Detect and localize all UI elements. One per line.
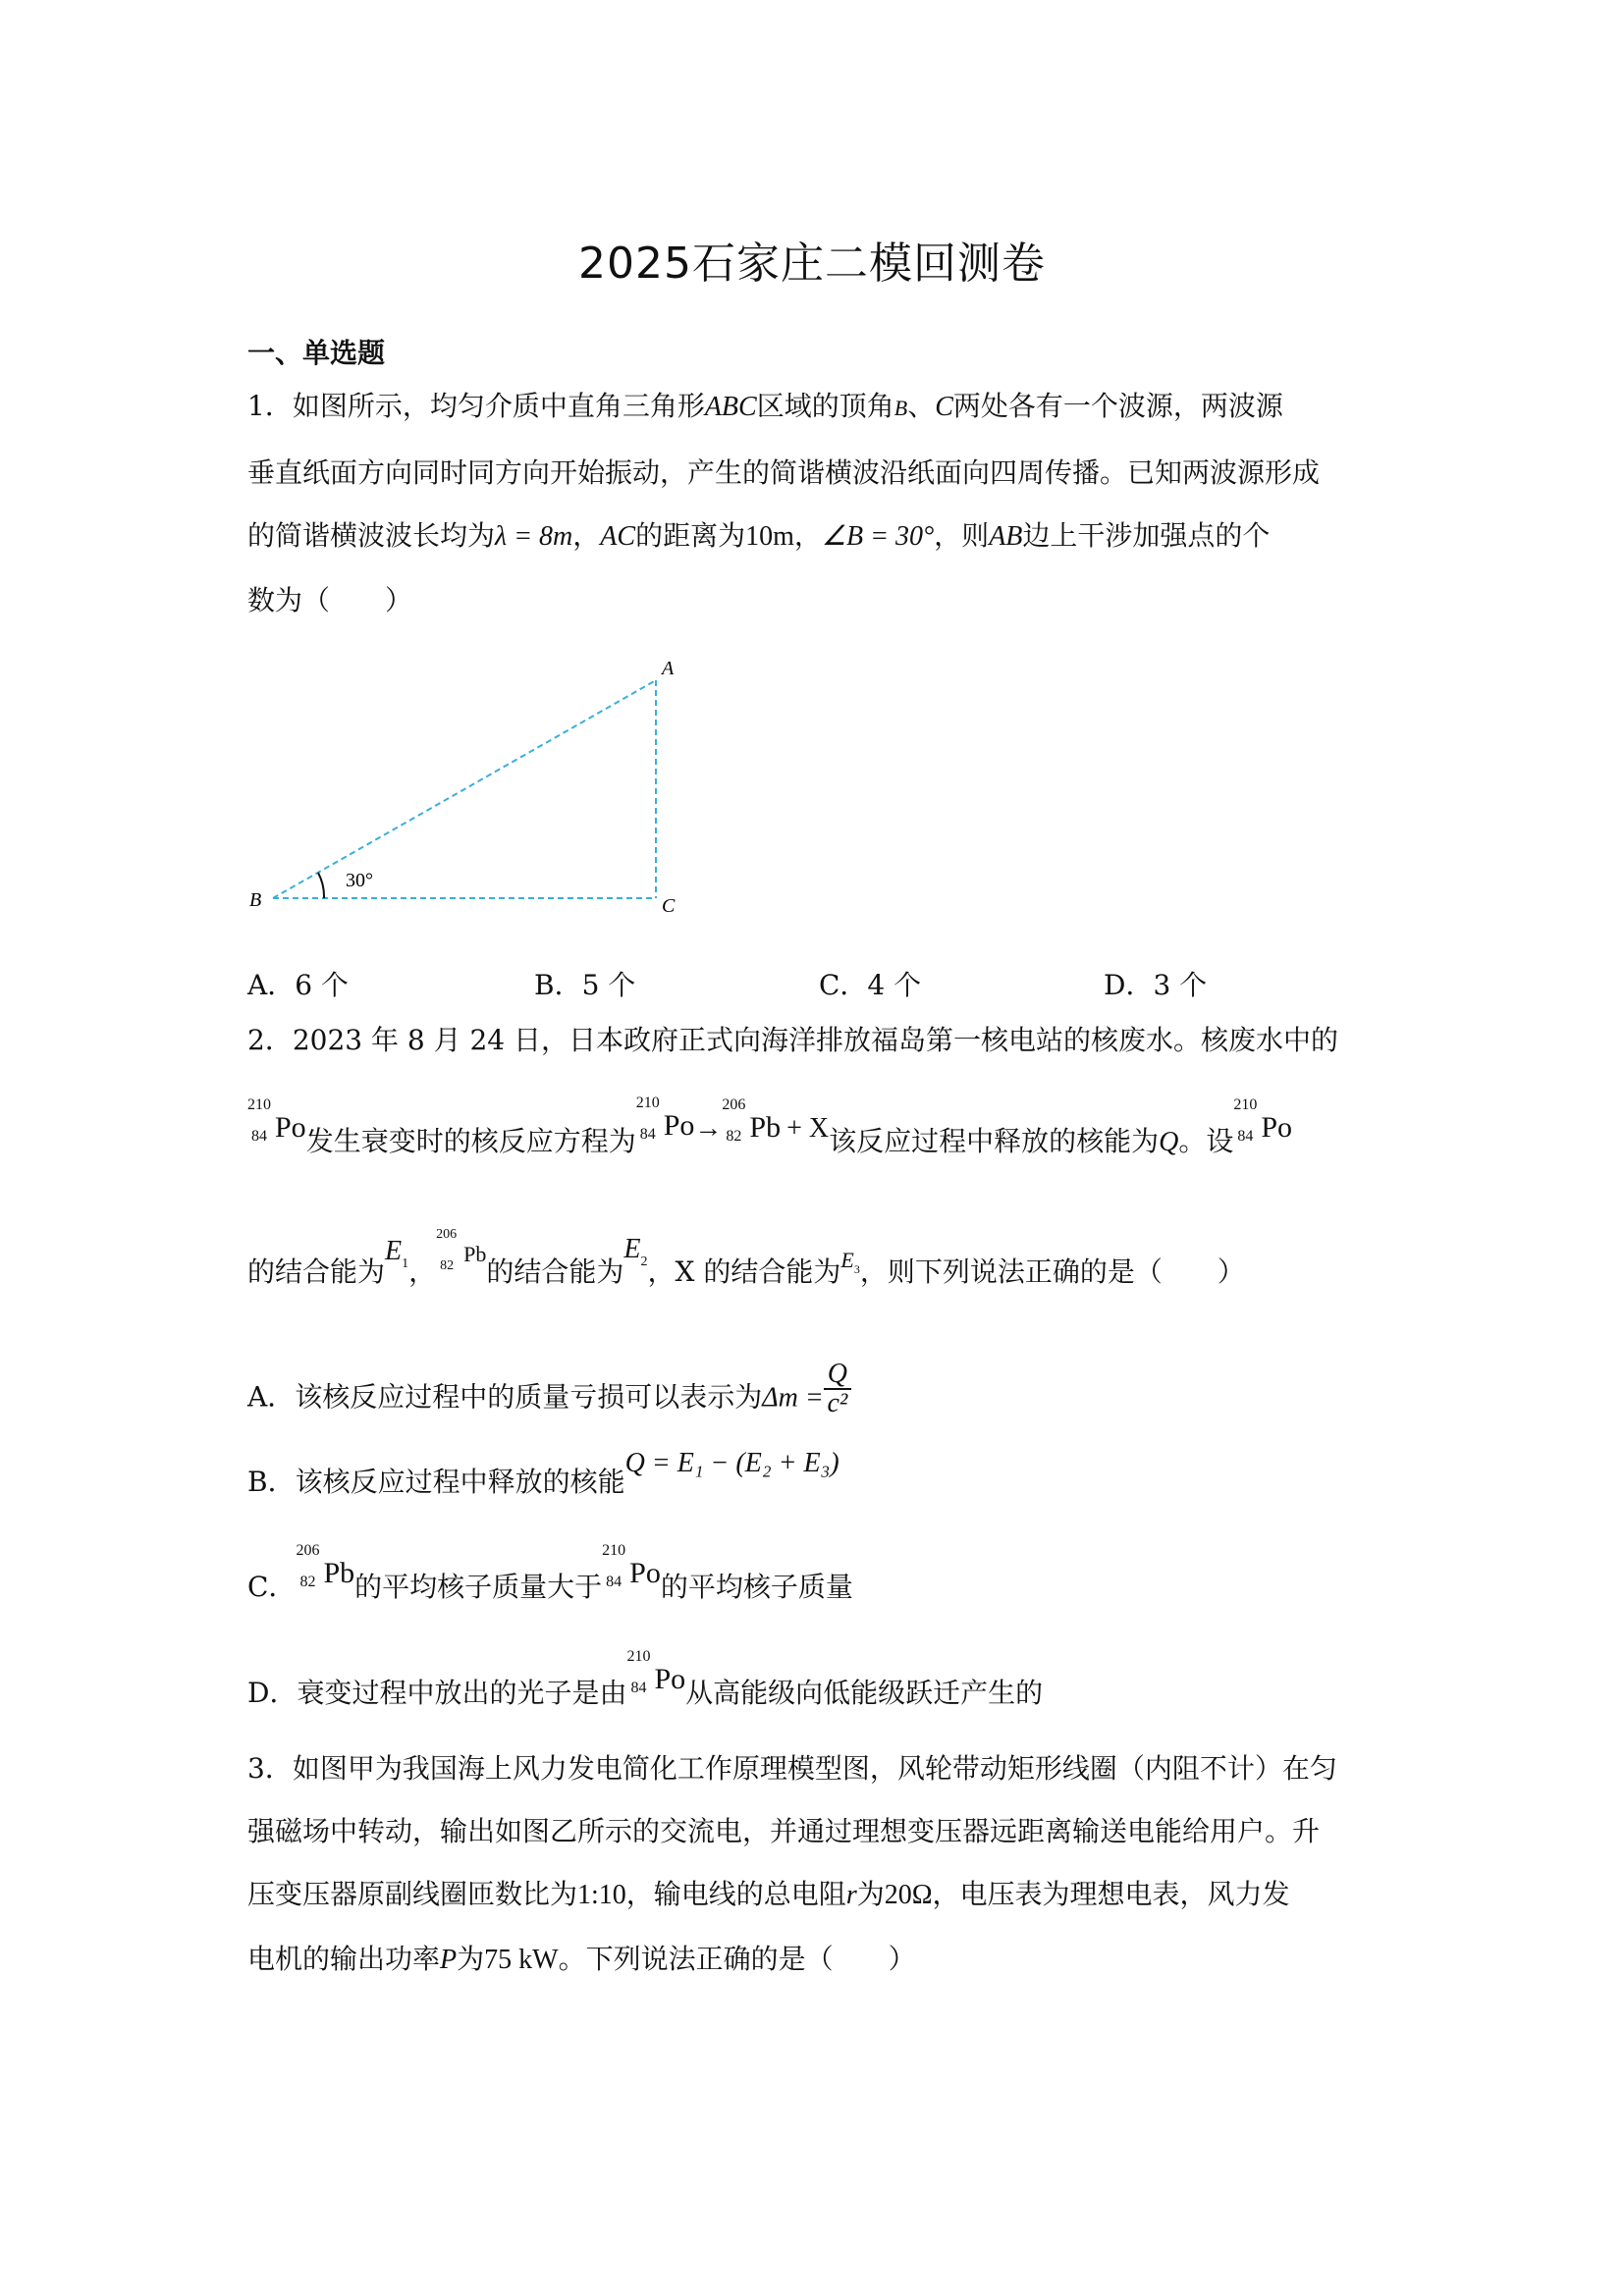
q3-line-2: 强磁场中转动，输出如图乙所示的交流电，并通过理想变压器远距离输送电能给用户。升 <box>247 1815 1321 1847</box>
q1-line-2: 垂直纸面方向同时同方向开始振动，产生的简谐横波沿纸面向四周传播。已知两波源形成 <box>247 456 1321 489</box>
angle-arc <box>318 873 324 898</box>
vertex-a-label: A <box>662 658 675 679</box>
q1-line-1: 1．如图所示，均匀介质中直角三角形ABC区域的顶角B、C两处各有一个波源，两波源 <box>247 390 1283 422</box>
po-nuclide: 210 84 Po <box>247 1096 306 1145</box>
q2-line-3: 的结合能为$E^1$， 206 82 Pb的结合能为$E^2$，X 的结合能为$^{E3}$，则下列说法正确的是（ ） <box>247 1227 1245 1288</box>
section-heading: 一、单选题 <box>247 337 386 369</box>
q3-line-4: 电机的输出功率P为75 kW。下列说法正确的是（ ） <box>247 1943 916 1975</box>
q1-option-d[interactable]: D．3 个 <box>1104 969 1208 1001</box>
q1-option-a[interactable]: A．6 个 <box>247 969 349 1001</box>
q3-line-1: 3．如图甲为我国海上风力发电简化工作原理模型图，风轮带动矩形线圈（内阻不计）在匀 <box>247 1752 1337 1785</box>
vertex-b-label: B <box>249 889 262 911</box>
angle-label: 30° <box>346 870 373 891</box>
q3-line-3: 压变压器原副线圈匝数比为1:10，输电线的总电阻r为20Ω，电压表为理想电表，风力发 <box>247 1878 1290 1910</box>
side-ab <box>273 680 656 898</box>
vertex-c-label: C <box>662 895 676 917</box>
q2-option-b[interactable]: B．该核反应过程中释放的核能Q = E₁ − (E₂ + E₃) <box>247 1448 839 1498</box>
page-title: 2025石家庄二模回测卷 <box>578 239 1046 289</box>
q1-line-4: 数为（ ） <box>247 584 413 616</box>
q2-option-d[interactable]: D．衰变过程中放出的光子是由 210 84 Po从高能级向低能级跃迁产生的 <box>247 1648 1044 1709</box>
q2-option-c[interactable]: C． 206 82 Pb的平均核子质量大于 210 84 Po的平均核子质量 <box>247 1542 853 1603</box>
q1-line-3: 的简谐横波波长均为λ = 8m，AC的距离为10m，∠B = 30°，则AB边上干涉加强点的个 <box>247 519 1271 552</box>
q2-option-a[interactable]: A．该核反应过程中的质量亏损可以表示为Δm = $\frac{Q}{\text{c²}}$ <box>247 1370 851 1427</box>
q2-line-2: 210 84 Po发生衰变时的核反应方程为 210 84 Po→ 206 82 Pb + X该反应过程中释放的核能为Q。设 210 84 Po <box>247 1095 1293 1157</box>
q1-option-b[interactable]: B．5 个 <box>534 969 636 1001</box>
q1-option-c[interactable]: C．4 个 <box>819 969 922 1001</box>
triangle-figure <box>245 653 697 933</box>
q2-line-1: 2．2023 年 8 月 24 日，日本政府正式向海洋排放福岛第一核电站的核废水。核废水中的 <box>247 1024 1339 1056</box>
